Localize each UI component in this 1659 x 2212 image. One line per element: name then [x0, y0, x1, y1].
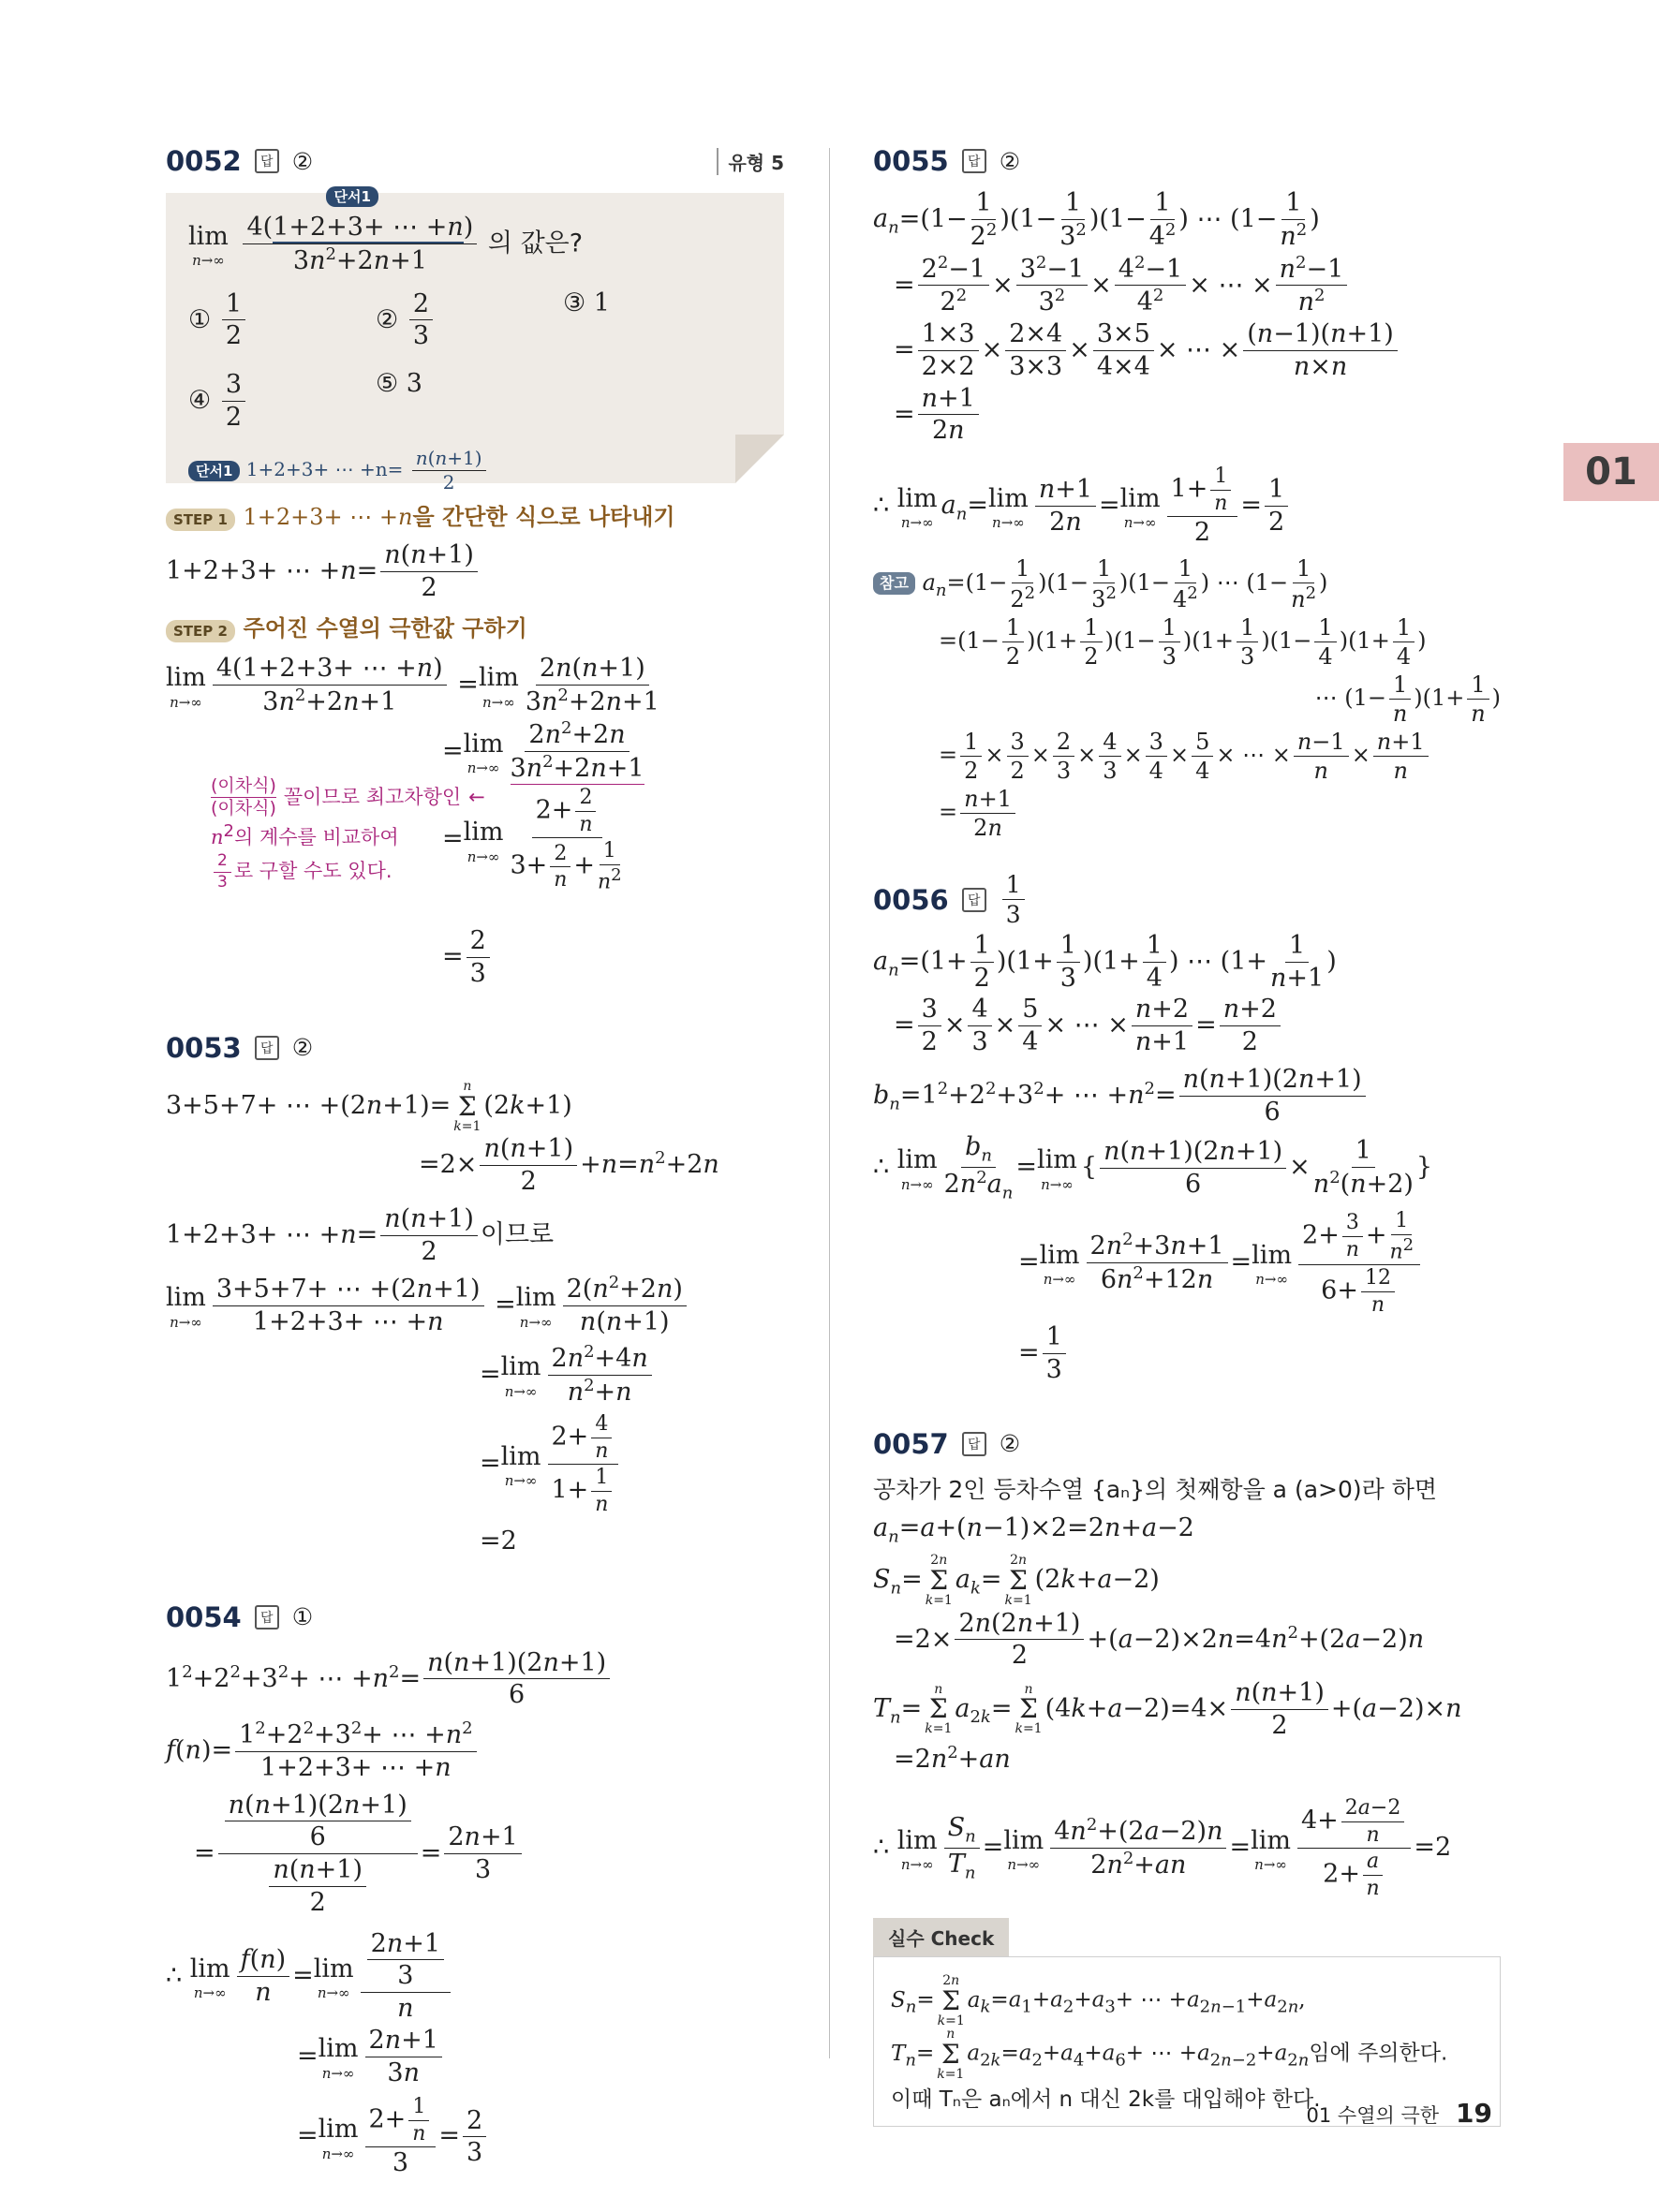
check-line2: $T_n=$ n Σ k=1 $a_{2k}=a_2+a_4+a_6+$ ⋯ $+a_{2n-2}+a_{2n}$임에 주의한다.	[891, 2027, 1448, 2083]
question-expression: lim n→∞ 단서1 4(1+2+3+ ⋯ +n) $3n^2+2n+1$ 의 값은?	[188, 188, 584, 275]
p0056-line3: $b_n=1^2+2^2+3^2+$ ⋯ $+n^2=$ $\frac{n(n+1)(2n+1)}{6}$	[873, 1064, 1501, 1128]
problem-0055-header: 0055 답 ②	[873, 145, 1021, 177]
left-column	[166, 140, 784, 2179]
p0055-line5: ∴ lim n→∞ $a_n=$ lim n→∞ $\frac{n+1}{2n}$ = lim n→∞ 1+ $\frac{1}{n}$ 2 = $\frac{1}{2}$	[873, 464, 1501, 549]
chapter-tab: 01	[1563, 443, 1659, 501]
check-title: 실수 Check	[873, 1918, 1009, 1956]
footer-section: 01 수열의 극한	[1306, 2104, 1440, 2127]
side-note: (이차식) (이차식) 꼴이므로 최고차항인 ← $n^2$의 계수를 비교하여 $\frac{2}{3}$ 로 구할 수도 있다.	[211, 775, 485, 892]
right-column	[873, 140, 1501, 2127]
answer-icon: 답	[255, 1036, 279, 1060]
p0053-line5: = lim n→∞ $\frac{2n^2+4n}{n^2+n}$	[166, 1342, 784, 1408]
p0056-line2: = $\frac{3}{2}$ × $\frac{4}{3}$ × $\frac{5}{4}$ × ⋯ × $\frac{n+2}{n+1}$ = $\frac{n+2}{2}$	[873, 994, 1501, 1058]
check-line1: $S_n=$ 2n Σ k=1 $a_k=a_1+a_2+a_3+$ ⋯ $+a_{2n-1}+a_{2n}$,	[891, 1973, 1306, 2028]
step2-line2: = lim n→∞ $\frac{2n^2+2n}{3n^2+2n+1}$	[166, 718, 784, 786]
option-5[interactable]: ⑤ 3	[376, 369, 422, 398]
page-number: 19	[1456, 2098, 1492, 2129]
answer-icon: 답	[962, 888, 986, 912]
p0054-line1: $1^2+2^2+3^2+$ ⋯ $+n^2=$ $\frac{n(n+1)(2n+1)}{6}$	[166, 1647, 784, 1712]
question-tail: 의 값은?	[487, 229, 584, 258]
p0057-line3: =2× $\frac{2n(2n+1)}{2}$ $+(a-2)\times 2n=4n^2+(2a-2)n$	[894, 1608, 1425, 1671]
problem-0052-header	[166, 140, 784, 182]
step2-heading: STEP 2 주어진 수열의 극한값 구하기	[166, 612, 784, 645]
p0055-note-line3: ⋯ (1− $\frac{1}{n}$ )(1+ $\frac{1}{n}$ )	[1314, 671, 1501, 727]
hint-chip: 단서1	[326, 186, 378, 207]
p0054-line3: = $\frac{\frac{n(n+1)(2n+1)}{6}}{\frac{n(n+1)}{2}}$ = $\frac{2n+1}{3}$	[166, 1790, 784, 1919]
p0056-line1: $a_n=(1+$ $\frac{1}{2}$ )(1+ $\frac{1}{3}$ )(1+ $\frac{1}{4}$ ) ⋯ (1+ $\frac{1}{n+1}$ )	[873, 930, 1337, 993]
p0054-line6: = lim n→∞ 2+ $\frac{1}{n}$ 3 = $\frac{2}{3}$	[166, 2094, 784, 2179]
question-box	[166, 188, 784, 494]
p0057-line4: $T_n=$ n Σ k=1 $a_{2k}=$ n Σ k=1 (4k+a−2)=4× $\frac{n(n+1)}{2}$ +(a−2)×n	[873, 1678, 1462, 1740]
p0054-line4: ∴ lim n→∞ $\frac{f(n)}{n}$ = lim n→∞ $\frac{\frac{2n+1}{3}}{n}$	[166, 1928, 784, 2025]
p0057-intro: 공차가 2인 등차수열 {aₙ}의 첫째항을 a (a>0)라 하면	[873, 1475, 1438, 1503]
hint-line: 단서1 1+2+3+ ⋯ +n= $\frac{n(n+1)}{2}$	[188, 447, 762, 494]
p0055-line2: = $\frac{2^2-1}{2^2}$ × $\frac{3^2-1}{3^2}$ × $\frac{4^2-1}{4^2}$ × ⋯ × $\frac{n^2-1}{n^2}$	[873, 253, 1501, 319]
p0053-line3: 1+2+3+ ⋯ +n= $\frac{n(n+1)}{2}$ 이므로	[166, 1203, 555, 1266]
p0056-result: = $\frac{1}{3}$	[873, 1321, 1501, 1386]
p0056-line5: = lim n→∞ $\frac{2n^2+3n+1}{6n^2+12n}$ = lim n→∞ 2+ $\frac{3}{n}$ + $\frac{1}{n^2}$ 6+ $\frac{12}{n}$	[873, 1208, 1501, 1318]
p0055-note-line1: 참고 $a_n=(1-$ $\frac{1}{2^2}$ )(1− $\frac{1}{3^2}$ )(1− $\frac{1}{4^2}$ ) ⋯ (1− $\frac{1}{n^2}$ )	[873, 554, 1501, 613]
check-line3: 이때 Tₙ은 aₙ에서 n 대신 2k를 대입해야 한다.	[891, 2087, 1321, 2112]
problem-0056-header: 0056 답 $\frac{1}{3}$	[873, 879, 1501, 921]
p0057-line2: $S_n=$ 2n Σ k=1 $a_k=$ 2n Σ k=1 (2k+a−2)	[873, 1553, 1160, 1608]
mistake-check-box	[873, 1918, 1501, 2127]
p0055-line3: = $\frac{1\times 3}{2\times 2}$ × $\frac{2\times 4}{3\times 3}$ × $\frac{3\times 5}{4\times 4}$ × ⋯ × $\frac{(n-1)(n+1)}{n\times n}$	[873, 318, 1501, 383]
option-2[interactable]: ② $\frac{2}{3}$	[376, 288, 563, 353]
problem-number: 0052	[166, 145, 242, 177]
step2-line1: lim n→∞ $\frac{4(1+2+3+ \cdots +n)}{3n^2+2n+1}$ = lim n→∞ $\frac{2n(n+1)}{3n^2+2n+1}$	[166, 654, 659, 717]
answer-value: ②	[291, 147, 314, 175]
answer-icon: 답	[255, 149, 279, 173]
problem-0053-header: 0053 답 ②	[166, 1031, 314, 1064]
step1-heading: STEP 1 1+2+3+ ⋯ +n을 간단한 식으로 나타내기	[166, 500, 784, 534]
step2-line3: = lim n→∞ 2+ $\frac{2}{n}$ 3+ $\frac{2}{n}$ + $\frac{1}{n^2}$	[442, 786, 622, 894]
p0055-line4: = $\frac{n+1}{2n}$	[873, 383, 1501, 448]
step1-formula: 1+2+3+ ⋯ +n= $\frac{n(n+1)}{2}$	[166, 539, 784, 604]
problem-0057-header: 0057 답 ②	[873, 1427, 1021, 1460]
p0055-line1: $a_n=(1-$ $\frac{1}{2^2}$ )(1− $\frac{1}{3^2}$ )(1− $\frac{1}{4^2}$ ) ⋯ (1− $\frac{1}{n^2}$ )	[873, 188, 1320, 251]
problem-0054-header: 0054 답 ①	[166, 1600, 314, 1633]
p0055-note-line4: = $\frac{1}{2}$ × $\frac{3}{2}$ × $\frac{2}{3}$ × $\frac{4}{3}$ × $\frac{3}{4}$ × $\frac{5}{4}$ × ⋯ × $\frac{n-1}{n}$ × $\frac{n+1}{n}$	[873, 728, 1501, 785]
page-fold-decoration	[735, 435, 784, 483]
type-tag: 유형 5	[717, 148, 784, 175]
p0057-line6: ∴ lim n→∞ $\frac{S_n}{T_n}$ = lim n→∞ $\frac{4n^2+(2a-2)n}{2n^2+an}$ = lim n→∞ 4+ $\frac{2a-2}{n}$ 2+ $\frac{a}{n}$ =2	[873, 1796, 1452, 1900]
p0057-line5: $=2n^2+an$	[894, 1742, 1011, 1774]
p0053-line4: lim n→∞ $\frac{3+5+7+ \cdots +(2n+1)}{1+2+3+ \cdots +n}$ = lim n→∞ $\frac{2(n^2+2n)}{n(n+1)}$	[166, 1273, 784, 1338]
p0054-line5: = lim n→∞ $\frac{2n+1}{3n}$	[166, 2025, 784, 2089]
p0054-line2: f(n)= $\frac{1^2+2^2+3^2+ \cdots +n^2}{1+2+3+ \cdots +n}$	[166, 1718, 784, 1784]
p0053-line2: =2× $\frac{n(n+1)}{2}$ $+n=n^2+2n$	[419, 1134, 719, 1196]
p0055-note-line5: = $\frac{n+1}{2n}$	[873, 785, 1501, 842]
option-3[interactable]: ③ 1	[563, 288, 610, 317]
answer-icon: 답	[255, 1605, 279, 1630]
p0057-line1: $a_n=a+(n-1)\times 2=2n+a-2$	[873, 1512, 1194, 1546]
p0053-line1: 3+5+7+ ⋯ +(2n+1)= n Σ k=1 (2k+1)	[166, 1078, 572, 1134]
option-1[interactable]: ① $\frac{1}{2}$	[188, 288, 376, 353]
p0055-note-line2: =(1− $\frac{1}{2}$ )(1+ $\frac{1}{2}$ )(1− $\frac{1}{3}$ )(1+ $\frac{1}{3}$ )(1− $\frac{1}{4}$ )(1+ $\frac{1}{4}$ )	[939, 613, 1427, 670]
answer-icon: 답	[962, 1432, 986, 1456]
p0053-result: =2	[480, 1526, 517, 1556]
step2-result: = $\frac{2}{3}$	[166, 925, 784, 990]
options	[188, 288, 762, 434]
column-divider	[829, 148, 830, 2058]
p0053-line6: = lim n→∞ 2+ $\frac{4}{n}$ 1+ $\frac{1}{n}$	[166, 1411, 784, 1517]
option-4[interactable]: ④ $\frac{3}{2}$	[188, 369, 376, 434]
page-footer	[1307, 2098, 1492, 2129]
p0056-line4: ∴ lim n→∞ $\frac{b_n}{2n^2a_n}$ = lim n→∞ { $\frac{n(n+1)(2n+1)}{6}$ × $\frac{1}{n^2(n+2)}$ }	[873, 1132, 1433, 1203]
answer-icon: 답	[962, 149, 986, 173]
